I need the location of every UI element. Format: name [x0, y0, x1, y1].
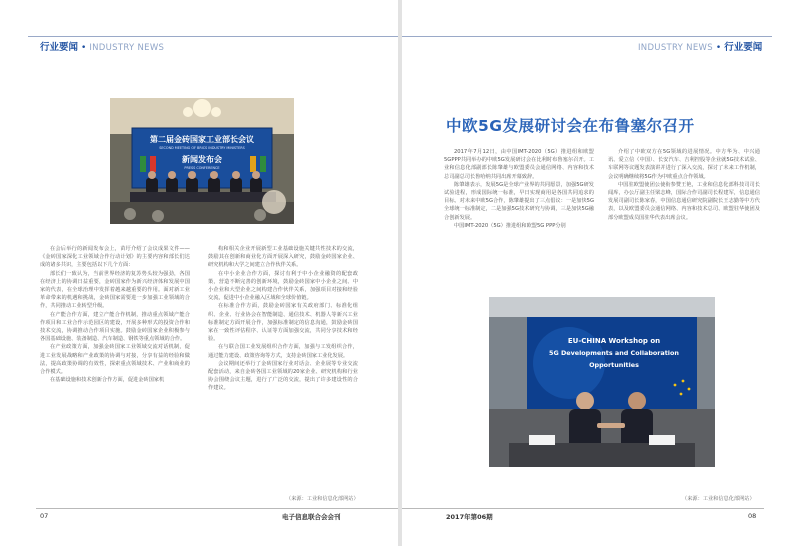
paragraph: 2017年7月12日，由中国IMT-2020（5G）推进组和欧盟5GPPP共同举办的中欧5G发展研讨会在比利时布鲁塞尔召开。工业和信息化部副部长陈肇雄与欧盟委员会通信网络、内容和技术总司副总司长鲁哈纳共同出席开幕致辞。 [444, 149, 594, 180]
workshop-banner-line3: Opportunities [589, 361, 639, 369]
left-column-2 [208, 245, 358, 485]
press-conference-photo [110, 98, 294, 224]
banner-sub-en: PRESS CONFERENCE [184, 166, 220, 170]
paragraph: 在产业政策方面，加强金砖国家工业领域交流对话机制，促进工业发展战略和产业政策的协调与对接，分享有益的经验和做法，提高政策协调的有效性，探索重点领域技术、产业和商业的合作模式。 [40, 344, 190, 376]
header-rule-right [402, 36, 772, 37]
footer-rule-right [402, 508, 764, 509]
banner-title-en: SECOND MEETING OF BRICS INDUSTRY MINISTERS [159, 146, 245, 150]
workshop-signing-photo [489, 297, 715, 467]
paragraph: 在产能合作方面，建立产能合作机制，推动重点领域产能合作项目和工业合作示范园区的建设，开展多种形式的投资合作和技术交流，协调推动合作项目实施。鼓励金砖国家企业积极参与各国基础设施、装备制造、汽车制造、钢铁等重点领域的合作。 [40, 311, 190, 343]
section-header-sep: • [81, 43, 87, 53]
paragraph: 在与联合国工业发展组织合作方面，加强与工发组织合作，通过能力建设、政策咨询等方式，支持金砖国家工业化发展。 [208, 344, 358, 359]
source-note-left: （来源：工业和信息化部网站） [286, 496, 359, 502]
paragraph: 介绍了中欧双方在5G领域的进展情况。中方华为、中兴通讯、爱立信（中国）、长安汽车、吉利控股等企业就5G技术试验、车联网等议题发表演讲并进行了深入交流，探讨了未来工作机制，会议明确继续将5G作为中欧重点合作领域。 [608, 149, 760, 180]
paragraph: 在基础设施和技术创新合作方面，促进金砖国家机 [50, 377, 165, 384]
paragraph: 中国驻欧盟使团公使衔参赞王艳，工业和信息化部科技司司长闻库，办公厅副主任梁志峰，国际合作司副司长程建军，信息通信发展司副司长陈家春，中国信息通信研究院副院长王志勤等中方代表，以及欧盟委员会通信网络、内容和技术总司、欧盟驻华使团及部分欧盟成员国驻华代表出席会议。 [608, 181, 760, 221]
footer-rule-left [36, 508, 398, 509]
section-header-left [40, 39, 164, 53]
section-header-en: INDUSTRY NEWS [638, 43, 713, 53]
page-number-left: 07 [40, 512, 49, 520]
header-rule-left [28, 36, 398, 37]
page-number-right: 08 [748, 512, 757, 520]
paragraph: 会议期间还举行了金砖国家行业对话会、企业展等专业交流配套活动，来自金砖各国工业领域的20家企业、研究机构和行业协会围绕会议主题，进行了广泛的交流，提出了许多建设性的合作建议。 [208, 360, 358, 392]
paragraph: 陈肇雄表示，发展5G是全球产业界的共同愿景，加强5G研发试验进程，形成国际统一标准，早日实现商用是各国共同追求的目标。对未来中欧5G合作，陈肇雄提出了三点倡议：一是加快5G全球统一标准制定，二是加强5G技术研究与协调，三是加快5G融合创新发展。 [444, 181, 594, 221]
workshop-banner-line2: 5G Developments and Collaboration [549, 349, 679, 357]
section-header-right [638, 39, 762, 53]
journal-name: 电子信息联合会会刊 [282, 513, 341, 521]
section-header-zh: 行业要闻 [40, 42, 79, 53]
workshop-banner-title: EU-CHINA Workshop on [567, 337, 661, 345]
section-header-en: INDUSTRY NEWS [89, 43, 165, 53]
paragraph: 在标准合作方面，鼓励金砖国家有关政府部门、标准化组织、企业、行业协会在智能制造、通信技术、机器人等新兴工业标准制定方面开展合作，加强标准制定的信息沟通，鼓励金砖国家在一致性评估程序、认证等方面加强交流，共同分享技术和经验。 [208, 303, 358, 343]
banner-sub-zh: 新闻发布会 [182, 155, 222, 164]
paragraph: 在会后举行的新闻发布会上，苗圩介绍了会议成果文件——《金砖国家深化工业领域合作行动计划》的主要内容和部长们达成的诸多共识，主要包括以下几个方面： [40, 246, 190, 269]
paragraph: 在中小企业合作方面，探讨有利于中小企业融资的配套政策，营造不断完善的创新环境，鼓励金砖国家中小企业之间、中小企业和大型企业之间构建合作伙伴关系，加强项目对接和经验交流，促进中小企业融入区域和全球价值链。 [208, 270, 358, 302]
right-column-2 [608, 148, 760, 278]
section-header-sep: • [715, 43, 722, 53]
banner-title-zh: 第二届金砖国家工业部长会议 [150, 135, 254, 144]
issue-label: 2017年第06期 [446, 513, 493, 521]
left-column-1 [40, 245, 190, 507]
article-title: 中欧5G发展研讨会在布鲁塞尔召开 [446, 117, 695, 135]
right-column-1 [444, 148, 594, 278]
paragraph: 部长们一致认为，当前世界经济的复苏势头较为强劲，各国在经济上的协调日益重要，金砖国家作为新兴经济体和发展中国家的代表，在全球治理中发挥着越来越重要的作用。面对新工业革命带来的机遇和挑战，金砖国家需要进一步加强工业领域的合作，共同推动工业转型升级。 [40, 270, 190, 310]
source-note-right: （来源：工业和信息化部网站） [682, 496, 755, 502]
paragraph: 构和相关企业开展新型工业基础设施关键共性技术的交流，鼓励其在创新和商业化方面开展深入研究，鼓励金砖国家企业、研究机构和大学之间建立合作伙伴关系。 [208, 246, 358, 269]
paragraph: 中国IMT-2020（5G）推进组和欧盟5G PPP分别 [454, 222, 566, 229]
section-header-zh: 行业要闻 [724, 42, 763, 53]
left-page [0, 0, 398, 546]
